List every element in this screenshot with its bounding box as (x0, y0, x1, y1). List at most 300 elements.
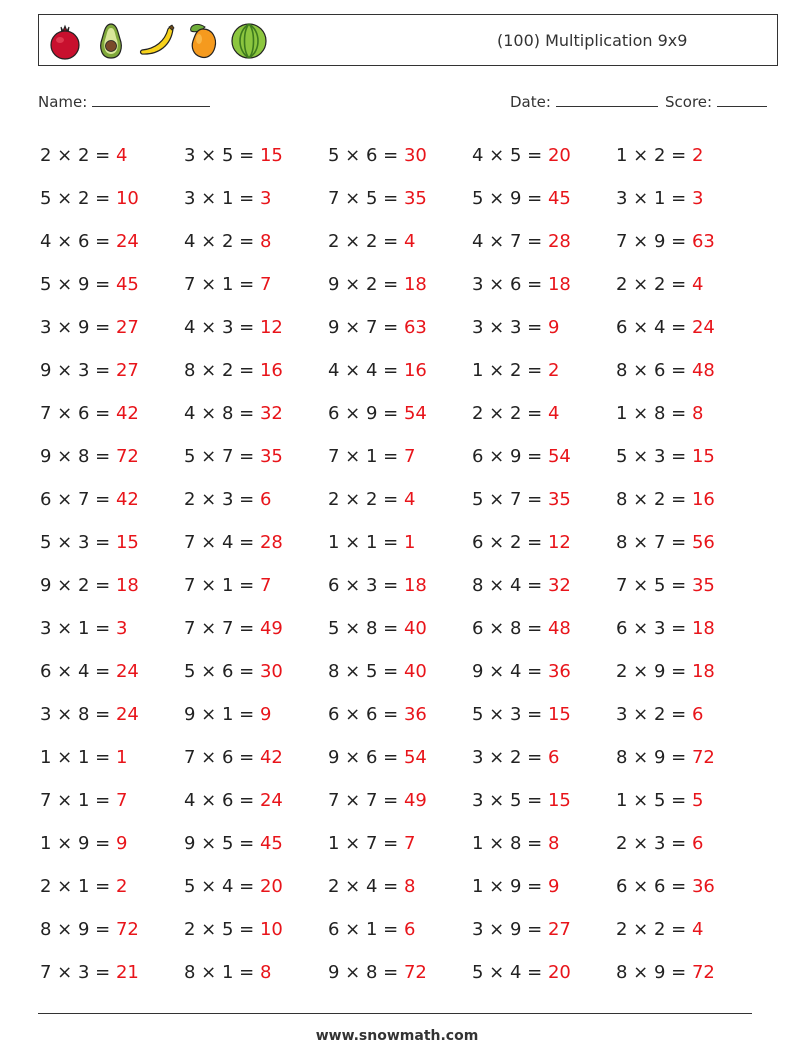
problem-question: 6 × 6 = (328, 704, 404, 725)
problem-question: 1 × 8 = (616, 403, 692, 424)
problem-answer: 35 (403, 188, 427, 209)
problem-cell (328, 822, 472, 865)
problem-answer: 45 (259, 833, 283, 854)
problem-answer: 3 (259, 188, 272, 209)
problem-cell (184, 736, 328, 779)
problem-answer: 27 (547, 919, 571, 940)
problem-cell (472, 349, 616, 392)
problem-answer: 24 (259, 790, 283, 811)
problem-question: 7 × 7 = (328, 790, 404, 811)
problem-question: 2 × 1 = (40, 876, 116, 897)
problem-question: 1 × 7 = (328, 833, 404, 854)
problem-cell (616, 521, 760, 564)
problem-question: 3 × 9 = (472, 919, 548, 940)
problem-cell (472, 736, 616, 779)
problem-answer: 36 (547, 661, 571, 682)
problem-question: 8 × 6 = (616, 360, 692, 381)
problem-grid (40, 134, 760, 994)
problem-question: 7 × 1 = (328, 446, 404, 467)
watermelon-icon (229, 21, 269, 61)
problem-cell (472, 564, 616, 607)
problem-question: 6 × 2 = (472, 532, 548, 553)
score-field (665, 92, 767, 111)
worksheet-header (38, 14, 778, 66)
problem-question: 9 × 6 = (328, 747, 404, 768)
problem-question: 2 × 3 = (184, 489, 260, 510)
problem-answer: 15 (691, 446, 715, 467)
footer-divider (38, 1013, 752, 1014)
problem-question: 8 × 4 = (472, 575, 548, 596)
problem-answer: 6 (259, 489, 272, 510)
problem-cell (184, 650, 328, 693)
problem-answer: 24 (115, 661, 139, 682)
pomegranate-icon (45, 21, 85, 61)
problem-question: 7 × 7 = (184, 618, 260, 639)
problem-cell (40, 736, 184, 779)
problem-cell (40, 779, 184, 822)
problem-cell (40, 693, 184, 736)
problem-question: 3 × 2 = (472, 747, 548, 768)
mango-icon (183, 21, 223, 61)
problem-question: 5 × 4 = (184, 876, 260, 897)
problem-cell (616, 607, 760, 650)
problem-answer: 5 (691, 790, 704, 811)
problem-answer: 15 (115, 532, 139, 553)
problem-question: 2 × 4 = (328, 876, 404, 897)
problem-cell (184, 349, 328, 392)
problem-answer: 15 (547, 790, 571, 811)
problem-cell (472, 177, 616, 220)
problem-question: 2 × 2 = (328, 489, 404, 510)
problem-question: 1 × 2 = (472, 360, 548, 381)
problem-answer: 35 (547, 489, 571, 510)
problem-question: 6 × 4 = (616, 317, 692, 338)
problem-question: 5 × 9 = (472, 188, 548, 209)
problem-cell (40, 951, 184, 994)
problem-cell (40, 564, 184, 607)
problem-answer: 8 (547, 833, 560, 854)
problem-cell (328, 435, 472, 478)
problem-answer: 40 (403, 661, 427, 682)
problem-answer: 7 (403, 833, 416, 854)
problem-answer: 10 (259, 919, 283, 940)
problem-cell (328, 865, 472, 908)
problem-answer: 72 (115, 919, 139, 940)
problem-question: 7 × 1 = (184, 274, 260, 295)
problem-question: 5 × 3 = (616, 446, 692, 467)
problem-answer: 40 (403, 618, 427, 639)
problem-question: 5 × 6 = (328, 145, 404, 166)
problem-answer: 21 (115, 962, 139, 983)
problem-cell (472, 263, 616, 306)
problem-question: 8 × 9 = (40, 919, 116, 940)
problem-cell (616, 951, 760, 994)
problem-answer: 12 (259, 317, 283, 338)
problem-answer: 36 (403, 704, 427, 725)
problem-cell (184, 263, 328, 306)
problem-cell (184, 177, 328, 220)
problem-answer: 54 (403, 747, 427, 768)
problem-cell (328, 521, 472, 564)
problem-cell (472, 650, 616, 693)
problem-question: 3 × 9 = (40, 317, 116, 338)
problem-cell (616, 134, 760, 177)
problem-answer: 45 (115, 274, 139, 295)
problem-cell (40, 134, 184, 177)
problem-question: 8 × 5 = (328, 661, 404, 682)
problem-question: 1 × 1 = (40, 747, 116, 768)
problem-question: 6 × 3 = (328, 575, 404, 596)
problem-answer: 27 (115, 360, 139, 381)
problem-cell (616, 736, 760, 779)
problem-question: 3 × 3 = (472, 317, 548, 338)
problem-question: 2 × 2 = (616, 919, 692, 940)
problem-answer: 12 (547, 532, 571, 553)
problem-cell (184, 865, 328, 908)
problem-cell (328, 951, 472, 994)
problem-answer: 18 (403, 575, 427, 596)
problem-cell (472, 435, 616, 478)
problem-question: 4 × 3 = (184, 317, 260, 338)
problem-answer: 6 (691, 833, 704, 854)
problem-question: 2 × 2 = (328, 231, 404, 252)
problem-answer: 27 (115, 317, 139, 338)
problem-answer: 3 (115, 618, 128, 639)
problem-answer: 24 (691, 317, 715, 338)
name-label: Name: (38, 93, 88, 111)
problem-question: 5 × 7 = (472, 489, 548, 510)
problem-answer: 63 (403, 317, 427, 338)
problem-cell (616, 177, 760, 220)
problem-answer: 4 (691, 919, 704, 940)
problem-answer: 9 (547, 876, 560, 897)
problem-cell (328, 650, 472, 693)
problem-question: 4 × 6 = (184, 790, 260, 811)
problem-cell (40, 263, 184, 306)
score-label: Score: (665, 93, 713, 111)
problem-cell (616, 908, 760, 951)
problem-question: 4 × 2 = (184, 231, 260, 252)
problem-cell (616, 650, 760, 693)
problem-cell (40, 865, 184, 908)
problem-cell (184, 951, 328, 994)
problem-cell (328, 607, 472, 650)
problem-answer: 9 (115, 833, 128, 854)
problem-question: 5 × 9 = (40, 274, 116, 295)
problem-answer: 8 (403, 876, 416, 897)
problem-cell (616, 693, 760, 736)
problem-question: 2 × 2 = (472, 403, 548, 424)
problem-cell (184, 392, 328, 435)
problem-cell (40, 478, 184, 521)
problem-question: 1 × 5 = (616, 790, 692, 811)
problem-cell (616, 779, 760, 822)
problem-answer: 2 (115, 876, 128, 897)
problem-question: 8 × 9 = (616, 747, 692, 768)
problem-question: 3 × 5 = (184, 145, 260, 166)
score-blank[interactable] (717, 92, 767, 107)
problem-cell (328, 779, 472, 822)
problem-question: 6 × 8 = (472, 618, 548, 639)
problem-cell (40, 435, 184, 478)
problem-question: 5 × 8 = (328, 618, 404, 639)
problem-answer: 32 (259, 403, 283, 424)
problem-cell (184, 435, 328, 478)
problem-cell (328, 478, 472, 521)
problem-question: 3 × 5 = (472, 790, 548, 811)
footer-url: www.snowmath.com (315, 1028, 479, 1044)
problem-answer: 15 (259, 145, 283, 166)
problem-cell (328, 263, 472, 306)
problem-question: 8 × 9 = (616, 962, 692, 983)
problem-question: 5 × 7 = (184, 446, 260, 467)
problem-question: 4 × 7 = (472, 231, 548, 252)
avocado-icon (91, 21, 131, 61)
problem-question: 3 × 1 = (184, 188, 260, 209)
problem-answer: 72 (691, 747, 715, 768)
problem-cell (472, 306, 616, 349)
problem-answer: 6 (691, 704, 704, 725)
problem-answer: 45 (547, 188, 571, 209)
problem-question: 3 × 1 = (40, 618, 116, 639)
problem-answer: 35 (691, 575, 715, 596)
problem-cell (184, 220, 328, 263)
problem-question: 7 × 1 = (40, 790, 116, 811)
problem-question: 6 × 7 = (40, 489, 116, 510)
problem-question: 7 × 1 = (184, 575, 260, 596)
problem-question: 9 × 8 = (328, 962, 404, 983)
problem-answer: 28 (547, 231, 571, 252)
problem-cell (472, 521, 616, 564)
problem-question: 9 × 2 = (40, 575, 116, 596)
problem-question: 2 × 2 = (40, 145, 116, 166)
problem-cell (184, 822, 328, 865)
problem-cell (616, 220, 760, 263)
problem-cell (328, 693, 472, 736)
problem-question: 4 × 5 = (472, 145, 548, 166)
problem-answer: 9 (547, 317, 560, 338)
problem-question: 6 × 9 = (328, 403, 404, 424)
date-field (510, 92, 658, 111)
problem-cell (40, 650, 184, 693)
problem-question: 9 × 4 = (472, 661, 548, 682)
problem-cell (472, 779, 616, 822)
problem-answer: 56 (691, 532, 715, 553)
problem-cell (328, 736, 472, 779)
problem-question: 6 × 9 = (472, 446, 548, 467)
problem-answer: 4 (403, 489, 416, 510)
problem-question: 4 × 6 = (40, 231, 116, 252)
problem-cell (328, 392, 472, 435)
problem-answer: 48 (547, 618, 571, 639)
problem-cell (40, 392, 184, 435)
problem-cell (328, 349, 472, 392)
problem-answer: 42 (115, 403, 139, 424)
problem-question: 2 × 9 = (616, 661, 692, 682)
problem-cell (616, 435, 760, 478)
problem-question: 7 × 5 = (328, 188, 404, 209)
problem-question: 4 × 8 = (184, 403, 260, 424)
name-blank[interactable] (92, 92, 210, 107)
problem-answer: 32 (547, 575, 571, 596)
problem-answer: 2 (547, 360, 560, 381)
problem-question: 6 × 6 = (616, 876, 692, 897)
problem-question: 3 × 1 = (616, 188, 692, 209)
problem-question: 9 × 5 = (184, 833, 260, 854)
problem-question: 2 × 5 = (184, 919, 260, 940)
banana-icon (137, 21, 177, 61)
problem-cell (184, 693, 328, 736)
problem-answer: 3 (691, 188, 704, 209)
problem-cell (184, 478, 328, 521)
problem-question: 1 × 1 = (328, 532, 404, 553)
problem-cell (40, 349, 184, 392)
problem-question: 9 × 1 = (184, 704, 260, 725)
problem-answer: 4 (115, 145, 128, 166)
problem-cell (472, 908, 616, 951)
problem-answer: 42 (259, 747, 283, 768)
problem-cell (184, 521, 328, 564)
problem-question: 8 × 2 = (616, 489, 692, 510)
problem-answer: 4 (403, 231, 416, 252)
problem-question: 8 × 7 = (616, 532, 692, 553)
problem-question: 3 × 8 = (40, 704, 116, 725)
problem-cell (472, 134, 616, 177)
problem-cell (184, 779, 328, 822)
problem-cell (616, 349, 760, 392)
problem-cell (328, 220, 472, 263)
problem-question: 5 × 2 = (40, 188, 116, 209)
problem-answer: 54 (403, 403, 427, 424)
problem-question: 9 × 8 = (40, 446, 116, 467)
problem-answer: 7 (115, 790, 128, 811)
problem-answer: 16 (691, 489, 715, 510)
problem-answer: 28 (259, 532, 283, 553)
problem-answer: 72 (403, 962, 427, 983)
problem-question: 1 × 8 = (472, 833, 548, 854)
problem-answer: 49 (403, 790, 427, 811)
problem-answer: 4 (691, 274, 704, 295)
problem-question: 6 × 1 = (328, 919, 404, 940)
problem-question: 6 × 3 = (616, 618, 692, 639)
problem-answer: 7 (259, 575, 272, 596)
problem-cell (616, 478, 760, 521)
worksheet-title: (100) Multiplication 9x9 (497, 31, 688, 50)
problem-answer: 10 (115, 188, 139, 209)
problem-question: 8 × 1 = (184, 962, 260, 983)
problem-cell (616, 564, 760, 607)
problem-answer: 18 (115, 575, 139, 596)
problem-question: 4 × 4 = (328, 360, 404, 381)
problem-answer: 9 (259, 704, 272, 725)
problem-question: 5 × 3 = (40, 532, 116, 553)
problem-answer: 1 (403, 532, 416, 553)
problem-answer: 72 (115, 446, 139, 467)
problem-question: 9 × 2 = (328, 274, 404, 295)
problem-question: 1 × 2 = (616, 145, 692, 166)
problem-question: 5 × 6 = (184, 661, 260, 682)
problem-cell (472, 822, 616, 865)
problem-cell (184, 306, 328, 349)
problem-answer: 8 (259, 231, 272, 252)
problem-question: 7 × 6 = (184, 747, 260, 768)
problem-cell (40, 306, 184, 349)
name-field (38, 92, 210, 111)
problem-question: 2 × 2 = (616, 274, 692, 295)
problem-cell (616, 865, 760, 908)
problem-answer: 42 (115, 489, 139, 510)
problem-question: 9 × 3 = (40, 360, 116, 381)
problem-question: 9 × 7 = (328, 317, 404, 338)
problem-cell (616, 263, 760, 306)
problem-answer: 16 (259, 360, 283, 381)
problem-question: 5 × 4 = (472, 962, 548, 983)
problem-question: 7 × 4 = (184, 532, 260, 553)
problem-answer: 1 (115, 747, 128, 768)
problem-cell (472, 607, 616, 650)
problem-answer: 2 (691, 145, 704, 166)
problem-cell (328, 564, 472, 607)
problem-question: 7 × 3 = (40, 962, 116, 983)
problem-cell (40, 908, 184, 951)
problem-answer: 35 (259, 446, 283, 467)
problem-cell (184, 908, 328, 951)
problem-cell (616, 392, 760, 435)
problem-answer: 20 (547, 145, 571, 166)
problem-answer: 16 (403, 360, 427, 381)
problem-question: 3 × 6 = (472, 274, 548, 295)
problem-question: 7 × 6 = (40, 403, 116, 424)
problem-answer: 7 (403, 446, 416, 467)
problem-answer: 6 (403, 919, 416, 940)
problem-answer: 24 (115, 231, 139, 252)
problem-answer: 6 (547, 747, 560, 768)
problem-answer: 18 (691, 661, 715, 682)
problem-question: 1 × 9 = (40, 833, 116, 854)
problem-question: 3 × 2 = (616, 704, 692, 725)
problem-answer: 63 (691, 231, 715, 252)
problem-cell (328, 908, 472, 951)
problem-cell (184, 564, 328, 607)
problem-cell (40, 220, 184, 263)
problem-cell (616, 822, 760, 865)
problem-cell (472, 392, 616, 435)
problem-cell (472, 951, 616, 994)
problem-cell (472, 478, 616, 521)
problem-answer: 72 (691, 962, 715, 983)
date-blank[interactable] (556, 92, 658, 107)
problem-cell (184, 134, 328, 177)
problem-answer: 18 (403, 274, 427, 295)
problem-answer: 20 (259, 876, 283, 897)
problem-answer: 8 (259, 962, 272, 983)
problem-question: 6 × 4 = (40, 661, 116, 682)
fruit-icons (45, 21, 269, 61)
problem-question: 7 × 5 = (616, 575, 692, 596)
problem-answer: 24 (115, 704, 139, 725)
problem-answer: 48 (691, 360, 715, 381)
date-label: Date: (510, 93, 551, 111)
problem-answer: 8 (691, 403, 704, 424)
problem-cell (472, 693, 616, 736)
problem-cell (40, 822, 184, 865)
problem-cell (40, 521, 184, 564)
problem-answer: 49 (259, 618, 283, 639)
problem-cell (328, 177, 472, 220)
problem-question: 5 × 3 = (472, 704, 548, 725)
problem-answer: 18 (691, 618, 715, 639)
problem-cell (40, 607, 184, 650)
